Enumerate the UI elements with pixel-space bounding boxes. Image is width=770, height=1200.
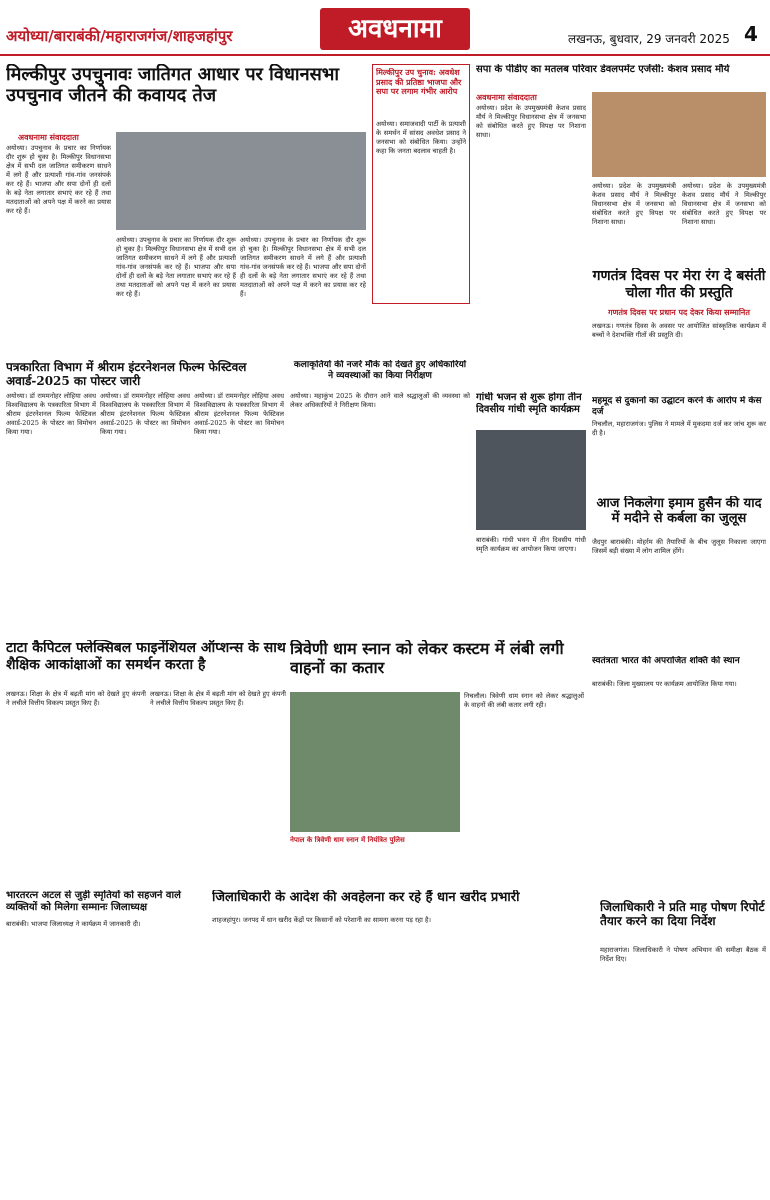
story-1-body: अयोध्या। उपचुनाव के प्रचार का निर्णायक दौर शुरू हो चुका है। मिल्कीपुर विधानसभा क्षेत्र में सभी दल जातिगत समीकरण साधने में लगे हैं और प्रत्याशी गांव-गांव जनसंपर्क कर रहे हैं। भाजपा और सपा दोनों ही दलों के बड़े नेता लगातार सभाएं कर रहे हैं तथा मतदाताओं को अपने पक्ष में करने का प्रयास कर रहे हैं। (6, 144, 111, 215)
story-2-body: अयोध्या। समाजवादी पार्टी के प्रत्याशी के समर्थन में सांसद अवधेश प्रसाद ने जनसभा को संबोधित किया। उन्होंने कहा कि जनता बदलाव चाहती है। (376, 120, 466, 155)
story-1-body-2: अयोध्या। उपचुनाव के प्रचार का निर्णायक दौर शुरू हो चुका है। मिल्कीपुर विधानसभा क्षेत्र में सभी दल जातिगत समीकरण साधने में लगे हैं और प्रत्याशी गांव-गांव जनसंपर्क कर रहे हैं। भाजपा और सपा दोनों ही दलों के बड़े नेता लगातार सभाएं कर रहे हैं तथा मतदाताओं को अपने पक्ष में करने का प्रयास कर रहे हैं। (116, 236, 236, 298)
story-12-headline: स्वतंत्रता भारत की अपराजित शक्ति की स्थान (592, 656, 740, 666)
story-9-body: बाराबंकी। गांधी भवन में तीन दिवसीय गांधी स्मृति कार्यक्रम का आयोजन किया जाएगा। (476, 536, 586, 553)
story-7-body-3: अयोध्या। डॉ राममनोहर लोहिया अवध विश्वविद्यालय के पत्रकारिता विभाग में श्रीराम इंटरनेशनल फिल्म फेस्टिवल अवार्ड-2025 के पोस्टर का विमोचन किया गया। (194, 392, 284, 436)
dateline: लखनऊ, बुधवार, 29 जनवरी 2025 (568, 32, 730, 46)
masthead (0, 0, 770, 56)
story-11-body: निचलौल। त्रिवेणी धाम स्नान को लेकर श्रद्धालुओं के वाहनों की लंबी कतार लगी रही। (464, 692, 584, 709)
story-9-headline: गांधी भजन से शुरू होगा तीन दिवसीय गांधी स्मृति कार्यक्रम (476, 392, 582, 415)
story-7-headline: पत्रकारिता विभाग में श्रीराम इंटरनेशनल फिल्म फेस्टिवल अवार्ड-2025 का पोस्टर जारी (6, 360, 247, 389)
regions-line: अयोध्या/बाराबंकी/महाराजगंज/शाहजहांपुर (6, 27, 233, 45)
story-7-body: अयोध्या। डॉ राममनोहर लोहिया अवध विश्वविद्यालय के पत्रकारिता विभाग में श्रीराम इंटरनेशनल फिल्म फेस्टिवल अवार्ड-2025 के पोस्टर का विमोचन किया गया। (6, 392, 96, 436)
story-15-body: महाराजगंज। जिलाधिकारी ने पोषण अभियान की समीक्षा बैठक में निर्देश दिए। (600, 946, 766, 963)
story-5-headline: महमूद से दुकानों का उद्घाटन करने के आरोप में केस दर्ज (592, 396, 762, 417)
story-3-body: अयोध्या। प्रदेश के उपमुख्यमंत्री केशव प्रसाद मौर्य ने मिल्कीपुर विधानसभा क्षेत्र में जनसभा को संबोधित करते हुए विपक्ष पर निशाना साधा। (476, 104, 586, 139)
story-10-body: लखनऊ। शिक्षा के क्षेत्र में बढ़ती मांग को देखते हुए कंपनी ने लचीले वित्तीय विकल्प प्रस्तुत किए हैं। (6, 690, 146, 707)
story-6-body: जैदपुर बाराबंकी। मोहर्रम की तैयारियों के बीच जुलूस निकाला जाएगा जिसमें बड़ी संख्या में लोग शामिल होंगे। (592, 538, 766, 555)
page-number: 4 (744, 22, 758, 46)
story-1-body-3: अयोध्या। उपचुनाव के प्रचार का निर्णायक दौर शुरू हो चुका है। मिल्कीपुर विधानसभा क्षेत्र में सभी दल जातिगत समीकरण साधने में लगे हैं और प्रत्याशी गांव-गांव जनसंपर्क कर रहे हैं। भाजपा और सपा दोनों ही दलों के बड़े नेता लगातार सभाएं कर रहे हैं तथा मतदाताओं को अपने पक्ष में करने का प्रयास कर रहे हैं। (240, 236, 366, 298)
story-15-headline: जिलाधिकारी ने प्रति माह पोषण रिपोर्ट तैयार करने का दिया निर्देश (600, 900, 765, 929)
story-14-headline: जिलाधिकारी के आदेश की अवहेलना कर रहे हैं धान खरीद प्रभारी (212, 890, 520, 905)
story-11-photo (290, 692, 460, 832)
story-4-headline: गणतंत्र दिवस पर मेरा रंग दे बसंती चोला गीत की प्रस्तुति (592, 268, 766, 301)
story-4-subhead: गणतंत्र दिवस पर प्रधान पद देकर किया सम्मानित (608, 308, 750, 317)
story-13-headline: भारतरत्न अटल से जुड़ी स्मृतियों को सहजने वाले व्यक्तियों को मिलेगा सम्मानः जिलाध्यक्ष (6, 890, 181, 913)
story-5-body: निचलौल, महाराजगंज। पुलिस ने मामले में मुकदमा दर्ज कर जांच शुरू कर दी है। (592, 420, 766, 437)
story-1-byline: अवधनामा संवाददाता (18, 133, 79, 142)
story-1-photo (116, 132, 366, 230)
story-9-photo (476, 430, 586, 530)
story-3-photo (592, 92, 766, 177)
story-3-headline: सपा के पीडीए का मतलब परिवार डेवलपमेंट एजेंसी: केशव प्रसाद मौर्य (476, 64, 730, 75)
story-11-headline: त्रिवेणी धाम स्नान को लेकर कस्टम में लंबी लगी वाहनों का कतार (290, 640, 564, 677)
story-6-headline: आज निकलेगा इमाम हुसैन की याद में मदीने से कर्बला का जुलूस (596, 496, 762, 527)
story-3-byline: अवधनामा संवाददाता (476, 93, 537, 102)
story-12-body: बाराबंकी। जिला मुख्यालय पर कार्यक्रम आयोजित किया गया। (592, 680, 737, 688)
story-3-body-2: अयोध्या। प्रदेश के उपमुख्यमंत्री केशव प्रसाद मौर्य ने मिल्कीपुर विधानसभा क्षेत्र में जनसभा को संबोधित करते हुए विपक्ष पर निशाना साधा। (592, 182, 676, 226)
story-4-body: लखनऊ। गणतंत्र दिवस के अवसर पर आयोजित सांस्कृतिक कार्यक्रम में बच्चों ने देशभक्ति गीतों की प्रस्तुति दी। (592, 322, 766, 339)
story-10-body-2: लखनऊ। शिक्षा के क्षेत्र में बढ़ती मांग को देखते हुए कंपनी ने लचीले वित्तीय विकल्प प्रस्तुत किए हैं। (150, 690, 286, 707)
story-1-headline: मिल्कीपुर उपचुनावः जातिगत आधार पर विधानसभा उपचुनाव जीतने की कवायद तेज (6, 64, 340, 107)
story-3-body-3: अयोध्या। प्रदेश के उपमुख्यमंत्री केशव प्रसाद मौर्य ने मिल्कीपुर विधानसभा क्षेत्र में जनसभा को संबोधित करते हुए विपक्ष पर निशाना साधा। (682, 182, 766, 226)
story-2-headline: मिल्कीपुर उप चुनाव: अवधेश प्रसाद की प्रतिष्ठा भाजपा और सपा पर लगाम गंभीर आरोप (376, 68, 462, 97)
story-8-body: अयोध्या। महाकुंभ 2025 के दौरान आने वाले श्रद्धालुओं की व्यवस्था को लेकर अधिकारियों ने निरीक्षण किया। (290, 392, 470, 409)
story-8-headline: कलाकृतियों की नजरें मौके को देखते हुए अधिकारियों ने व्यवस्थाओं का किया निरीक्षण (293, 360, 467, 381)
story-13-body: बाराबंकी। भाजपा जिलाध्यक्ष ने कार्यक्रम में जानकारी दी। (6, 920, 141, 928)
story-14-body: शाहजहांपुर। जनपद में धान खरीद केंद्रों पर किसानों को परेशानी का सामना करना पड़ रहा है। (212, 916, 431, 924)
story-7-body-2: अयोध्या। डॉ राममनोहर लोहिया अवध विश्वविद्यालय के पत्रकारिता विभाग में श्रीराम इंटरनेशनल फिल्म फेस्टिवल अवार्ड-2025 के पोस्टर का विमोचन किया गया। (100, 392, 190, 436)
newspaper-logo: अवधनामा (320, 8, 470, 50)
story-11-subhead: नेपाल के त्रिवेणी धाम स्नान में नियंत्रित पुलिस (290, 836, 405, 844)
story-10-headline: टाटा कैपिटल फ्लेक्सिबल फाइनेंशियल ऑप्शन्स के साथ शैक्षिक आकांक्षाओं का समर्थन करता है (6, 640, 286, 673)
